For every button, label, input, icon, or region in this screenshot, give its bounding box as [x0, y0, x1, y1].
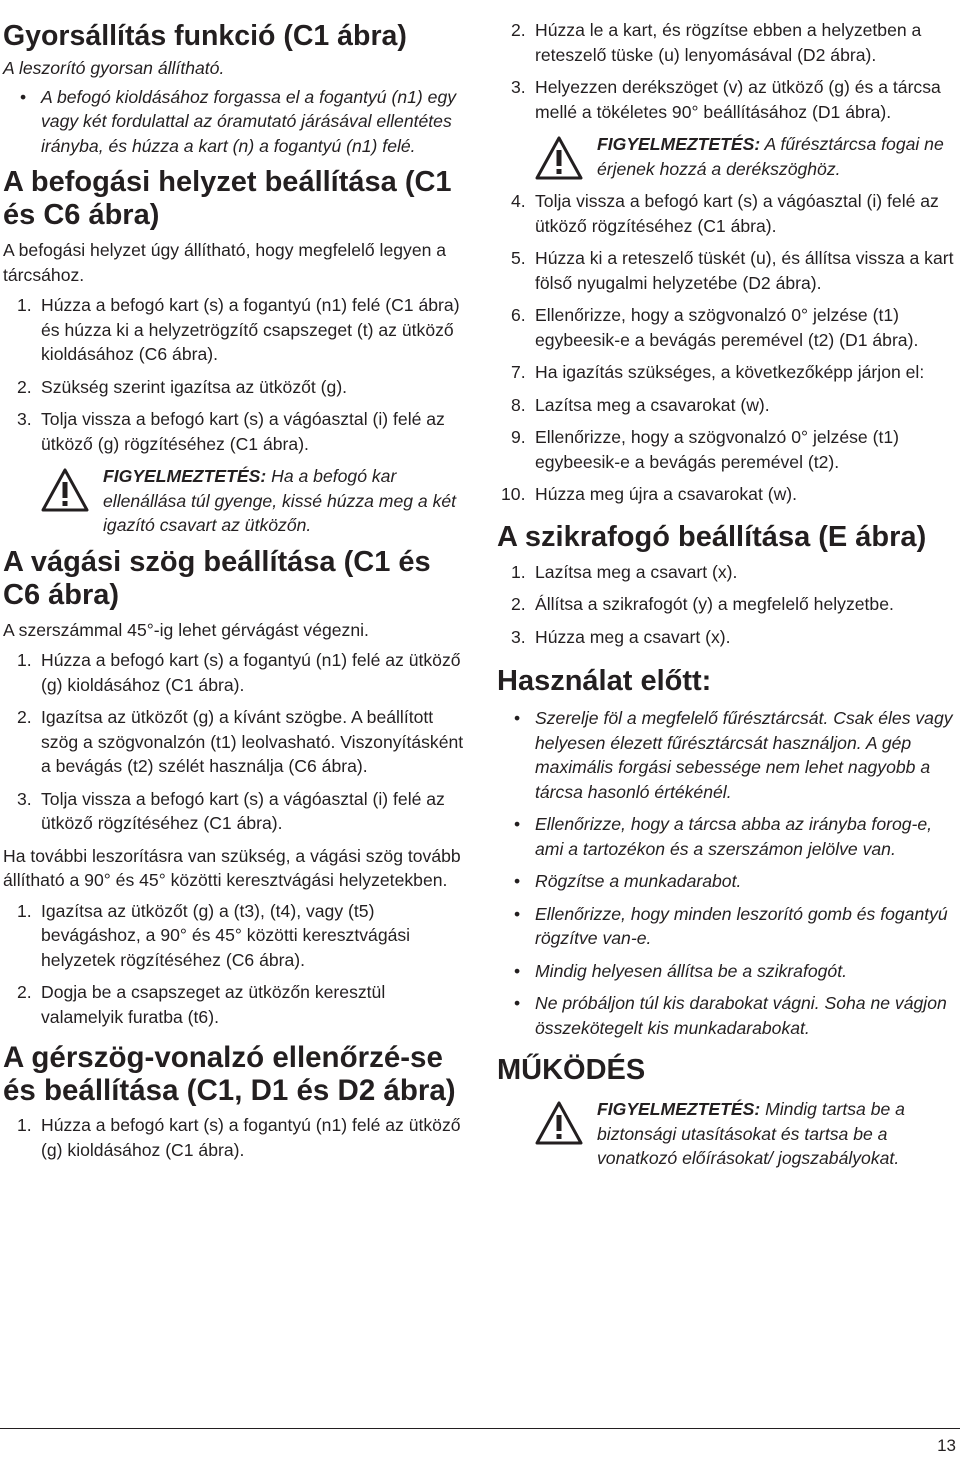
list-item: 9. Ellenőrizze, hogy a szögvonalzó 0° jelzése (t1) egybeesik-e a bevágás peremével (t2). — [511, 427, 899, 472]
steps-list — [497, 18, 959, 124]
section-title-clamp-position: A befogási helyzet beállítása (C1 és C6 ábra) — [3, 166, 452, 231]
list-item: 1. Húzza a befogó kart (s) a fogantyú (n1) felé (C1 ábra) és húzza ki a helyzetrögzítő csapszeget (t) az ütköző kioldásához (C6 ábra). — [17, 295, 460, 364]
steps-list — [497, 189, 959, 507]
section-title-miter-gauge: A gérszög-vonalzó ellenőrzé-se és beállítása (C1, D1 és D2 ábra) — [3, 1041, 456, 1107]
list-item: 2. Állítsa a szikrafogót (y) a megfelelő helyzetbe. — [511, 594, 894, 614]
right-column — [497, 14, 959, 1179]
steps-list — [497, 560, 959, 650]
list-item: • Ellenőrizze, hogy minden leszorító gomb és fogantyú rögzítve van-e. — [514, 903, 948, 948]
section-title-quick-adjust: Gyorsállítás funkció (C1 ábra) — [3, 20, 407, 52]
steps-list — [3, 899, 471, 1030]
warning-box — [41, 464, 471, 538]
left-column — [3, 14, 471, 1170]
list-item: 7. Ha igazítás szükséges, a következőképp járjon el: — [511, 362, 925, 382]
warning-triangle-icon — [535, 136, 583, 180]
list-item: 1. Igazítsa az ütközőt (g) a (t3), (t4), vagy (t5) bevágáshoz, a 90° és 45° közötti keresztvágási helyzetek rögzítéséhez (C6 ábra). — [17, 900, 411, 970]
paragraph: Ha további leszorításra van szükség, a vágási szög tovább állítható a 90° és 45° közötti keresztvágási helyzetekben. — [3, 845, 461, 890]
list-item: 2. Dogja be a csapszeget az ütközőn keresztül valamelyik furatba (t6). — [17, 982, 386, 1027]
list-item: 3. Tolja vissza a befogó kart (s) a vágóasztal (i) felé az ütköző rögzítéséhez (C1 ábra). — [17, 788, 445, 833]
list-item: 2. Szükség szerint igazítsa az ütközőt (g). — [17, 376, 348, 397]
section-title-before-use: Használat előtt: — [497, 665, 712, 697]
list-item: 4. Tolja vissza a befogó kart (s) a vágóasztal (i) felé az ütköző rögzítéséhez (C1 ábra). — [511, 191, 939, 236]
list-item: • A befogó kioldásához forgassa el a fogantyú (n1) egy vagy két fordulattal az óramutató járásával ellentétes irányba, és húzza a kart (n) a fogantyú (n1) felé. — [20, 86, 457, 156]
page-number: 13 — [937, 1436, 956, 1455]
list-item: 8. Lazítsa meg a csavarokat (w). — [511, 394, 770, 415]
list-item: 5. Húzza ki a reteszelő tüskét (u), és állítsa vissza a kart fölső nyugalmi helyzetébe (D2 ábra). — [511, 248, 954, 293]
list-item: • Szerelje föl a megfelelő fűrésztárcsát. Csak éles vagy helyesen élezett fűrésztárcsát használjon. A gép maximális forgási sebessége nem lehet nagyobb a tárcsa hasonló értékénél. — [514, 708, 953, 802]
list-item: 6. Ellenőrizze, hogy a szögvonalzó 0° jelzése (t1) egybeesik-e a bevágás peremével (t2) (D1 ábra). — [511, 305, 919, 350]
steps-list — [3, 293, 471, 456]
section-title-spark-deflector: A szikrafogó beállítása (E ábra) — [497, 520, 927, 553]
list-item: 2. Igazítsa az ütközőt (g) a kívánt szögbe. A beállított szög a szögvonalzón (t1) leolvasható. Viszonyításként a bevágás (t2) szélét használja (C6 ábra). — [17, 707, 464, 776]
warning-text: FIGYELMEZTETÉS: Ha a befogó kar ellenállása túl gyenge, kissé húzza meg a két igazító csavart az ütközőn. — [103, 466, 457, 535]
warning-triangle-icon — [41, 468, 89, 512]
list-item: 2. Húzza le a kart, és rögzítse ebben a helyzetben a reteszelő tüske (u) lenyomásával (D2 ábra). — [511, 20, 922, 65]
list-item: • Mindig helyesen állítsa be a szikrafogót. — [514, 960, 847, 981]
list-item: 3. Húzza meg a csavart (x). — [511, 626, 731, 647]
bullet-list — [3, 85, 471, 159]
list-item: 1. Húzza a befogó kart (s) a fogantyú (n1) felé az ütköző (g) kioldásához (C1 ábra). — [17, 1115, 461, 1160]
list-item: 3. Tolja vissza a befogó kart (s) a vágóasztal (i) felé az ütköző (g) rögzítéséhez (C1 ábra). — [17, 409, 445, 454]
warning-box — [535, 132, 959, 181]
steps-list — [3, 1113, 471, 1162]
section-intro: A leszorító gyorsan állítható. — [3, 58, 225, 78]
list-item: 3. Helyezzen derékszöget (v) az ütköző (g) és a tárcsa mellé a tökéletes 90° beállításához (D1 ábra). — [511, 77, 941, 122]
warning-text: FIGYELMEZTETÉS: Mindig tartsa be a biztonsági utasításokat és tartsa be a vonatkozó előírásokat/ jogszabályokat. — [597, 1099, 905, 1168]
list-item: 1. Húzza a befogó kart (s) a fogantyú (n1) felé az ütköző (g) kioldásához (C1 ábra). — [17, 650, 461, 695]
list-item: 10. Húzza meg újra a csavarokat (w). — [501, 484, 798, 504]
list-item: 1. Lazítsa meg a csavart (x). — [511, 561, 738, 582]
list-item: • Ellenőrizze, hogy a tárcsa abba az irányba forog-e, ami a tartozékon és a szerszámon jelölve van. — [514, 814, 933, 859]
warning-box — [535, 1097, 959, 1171]
list-item: • Rögzítse a munkadarabot. — [514, 871, 742, 891]
section-title-cut-angle: A vágási szög beállítása (C1 és C6 ábra) — [3, 545, 431, 611]
warning-text: FIGYELMEZTETÉS: A fűrésztárcsa fogai ne érjenek hozzá a derékszöghöz. — [597, 134, 944, 179]
warning-triangle-icon — [535, 1101, 583, 1145]
list-item: • Ne próbáljon túl kis darabokat vágni. Soha ne vágjon összekötegelt kis munkadarabokat. — [514, 993, 947, 1038]
footer-rule — [0, 1428, 960, 1429]
section-intro: A szerszámmal 45°-ig lehet gérvágást végezni. — [3, 619, 369, 640]
section-intro: A befogási helyzet úgy állítható, hogy megfelelő legyen a tárcsához. — [3, 240, 447, 285]
bullet-list — [497, 706, 959, 1040]
section-title-operation: MŰKÖDÉS — [497, 1054, 646, 1086]
steps-list — [3, 648, 471, 836]
